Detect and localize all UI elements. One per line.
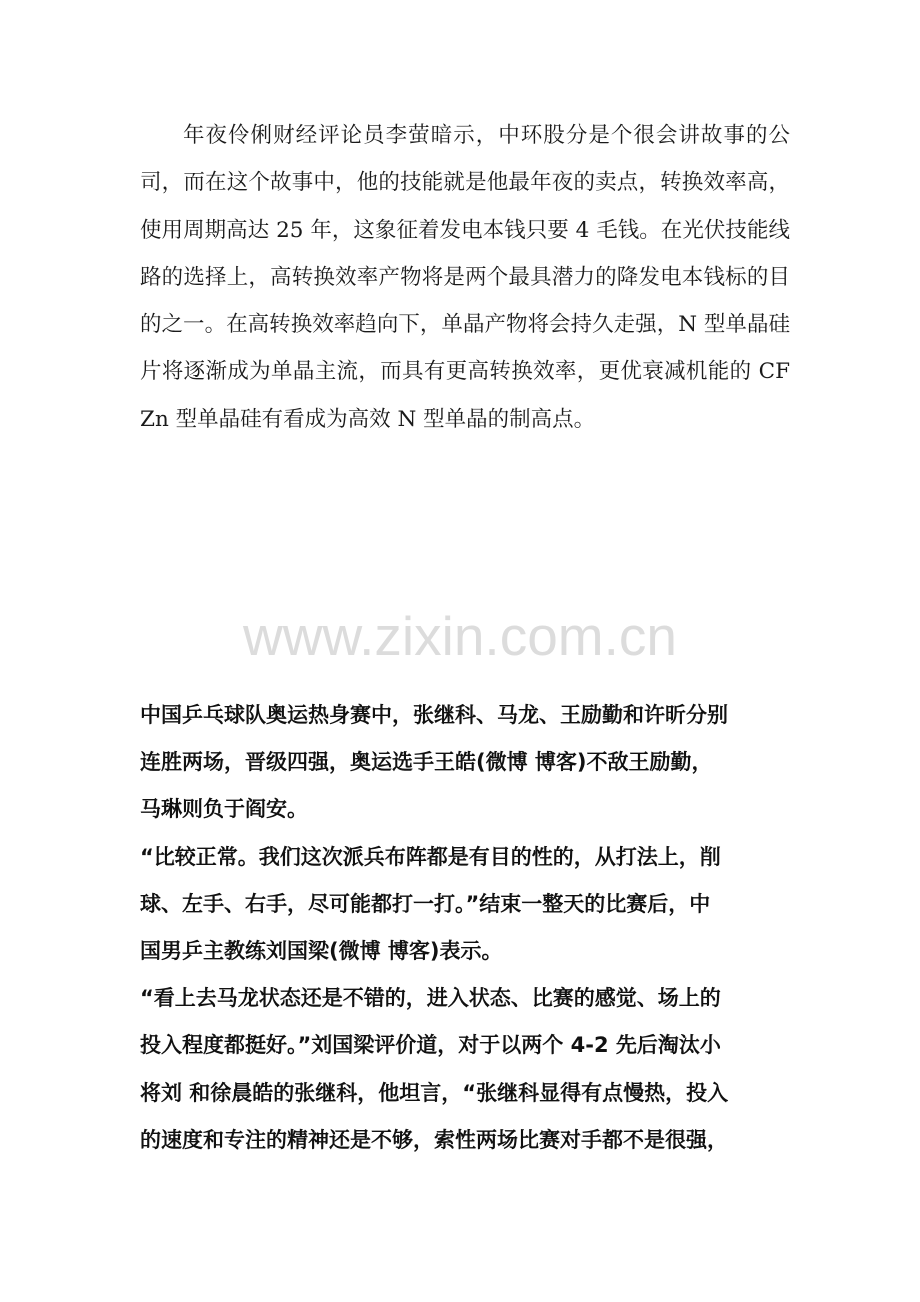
text-line: 连胜两场，晋级四强，奥运选手王皓(微博 博客)不敌王励勤， (140, 750, 713, 775)
paragraph-table-tennis-news (140, 692, 792, 1164)
watermark-text: www.zixin.com.cn (243, 605, 677, 667)
text-line: 国男乒主教练刘国梁(微博 博客)表示。 (140, 939, 503, 964)
text-line: “看上去马龙状态还是不错的，进入状态、比赛的感觉、场上的 (140, 986, 721, 1011)
text-line: 的速度和专注的精神还是不够，索性两场比赛对手都不是很强， (140, 1127, 728, 1152)
text-line: 投入程度都挺好。”刘国梁评价道，对于以两个 4-2 先后淘汰小 (140, 1033, 721, 1058)
paragraph-finance-commentary: 年夜伶俐财经评论员李萤暗示，中环股分是个很会讲故事的公司，而在这个故事中，他的技能就是他最年夜的卖点，转换效率高，使用周期高达 25 年，这象征着发电本钱只要 4 毛钱。在光伏技能线路的选择上，高转换效率产物将是两个最具潜力的降发电本钱标的目的之一。在高转换效率趋向下，单晶产物将会持久走强，N 型单晶硅片将逐渐成为单晶主流，而具有更高转换效率，更优衰减机能的 CFZn 型单晶硅有看成为高效 N 型单晶的制高点。 (140, 123, 790, 432)
text-line: 马琳则负于阎安。 (140, 797, 308, 822)
text-line: 球、左手、右手，尽可能都打一打。”结束一整天的比赛后，中 (140, 891, 711, 916)
text-line: 中国乒乓球队奥运热身赛中，张继科、马龙、王励勤和许昕分别 (140, 703, 728, 727)
text-line: “比较正常。我们这次派兵布阵都是有目的性的，从打法上，削 (140, 844, 721, 869)
text-line: 将刘 和徐晨皓的张继科，他坦言，“张继科显得有点慢热，投入 (140, 1080, 729, 1105)
